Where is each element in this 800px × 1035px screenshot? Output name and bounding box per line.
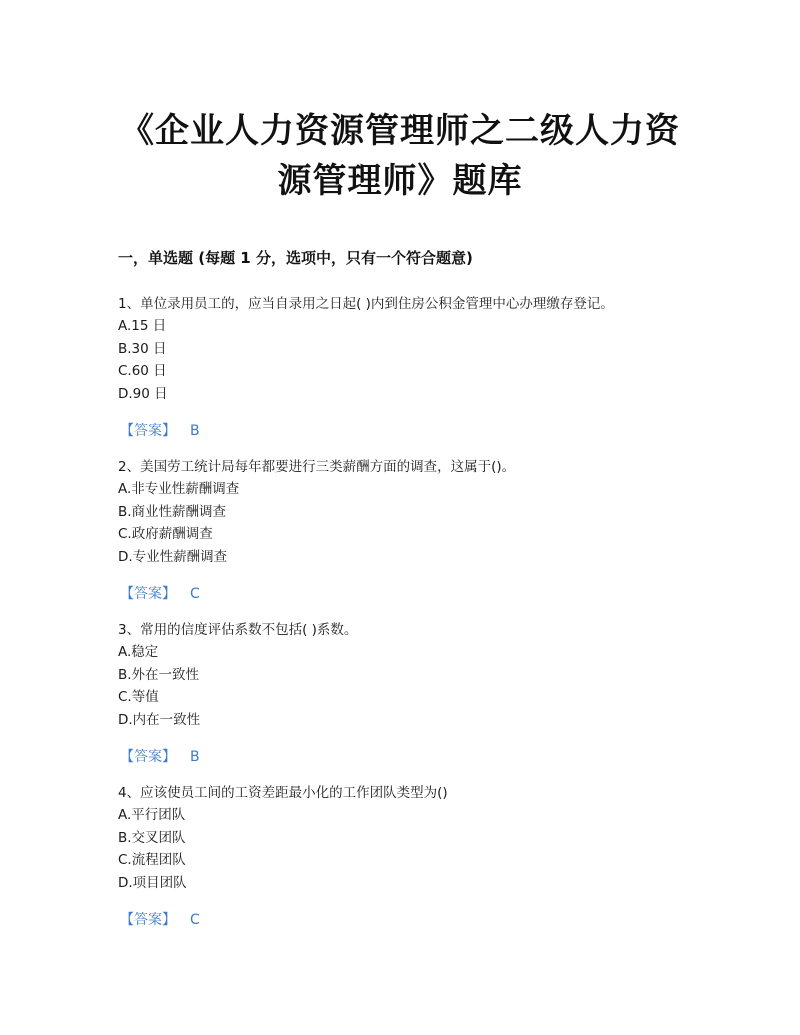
option-b: B.商业性薪酬调查	[118, 503, 227, 520]
question-stem: 4、应该使员工间的工资差距最小化的工作团队类型为()	[118, 785, 448, 801]
question-stem: 1、单位录用员工的，应当自录用之日起( )内到住房公积金管理中心办理缴存登记。	[118, 296, 614, 312]
answer-label: 【答案】	[120, 586, 176, 602]
option-a: A.稳定	[118, 644, 159, 660]
answer-value: C	[190, 912, 200, 928]
option-b: B.外在一致性	[118, 666, 200, 683]
answer-row	[120, 910, 200, 930]
option-c: C.60 日	[118, 363, 167, 379]
answer-value: B	[190, 423, 200, 439]
answer-value: B	[190, 749, 200, 765]
answer-row	[120, 421, 200, 441]
question-3	[118, 620, 718, 783]
option-a: A.15 日	[118, 318, 167, 334]
option-b: B.30 日	[118, 340, 167, 357]
answer-label: 【答案】	[120, 749, 176, 765]
option-a: A.非专业性薪酬调查	[118, 481, 240, 497]
option-c: C.流程团队	[118, 852, 186, 868]
answer-row	[120, 747, 200, 767]
question-stem: 2、美国劳工统计局每年都要进行三类薪酬方面的调查，这属于()。	[118, 459, 516, 475]
question-1	[118, 294, 718, 457]
document-title-line-2: 源管理师》题库	[277, 161, 523, 201]
option-c: C.政府薪酬调查	[118, 526, 213, 542]
answer-row	[120, 584, 200, 604]
option-d: D.专业性薪酬调查	[118, 548, 228, 565]
question-list	[118, 294, 718, 946]
question-stem: 3、常用的信度评估系数不包括( )系数。	[118, 622, 358, 638]
answer-label: 【答案】	[120, 912, 176, 928]
section-heading: 一，单选题 (每题 1 分，选项中，只有一个符合题意)	[118, 249, 473, 267]
question-2	[118, 457, 718, 620]
option-d: D.内在一致性	[118, 711, 201, 728]
option-c: C.等值	[118, 689, 159, 705]
option-a: A.平行团队	[118, 807, 186, 823]
answer-label: 【答案】	[120, 423, 176, 439]
document-title-line-1: 《企业人力资源管理师之二级人力资	[120, 111, 680, 151]
answer-value: C	[190, 586, 200, 602]
question-4	[118, 783, 718, 946]
option-d: D.项目团队	[118, 874, 187, 891]
option-b: B.交叉团队	[118, 829, 186, 846]
option-d: D.90 日	[118, 385, 168, 402]
